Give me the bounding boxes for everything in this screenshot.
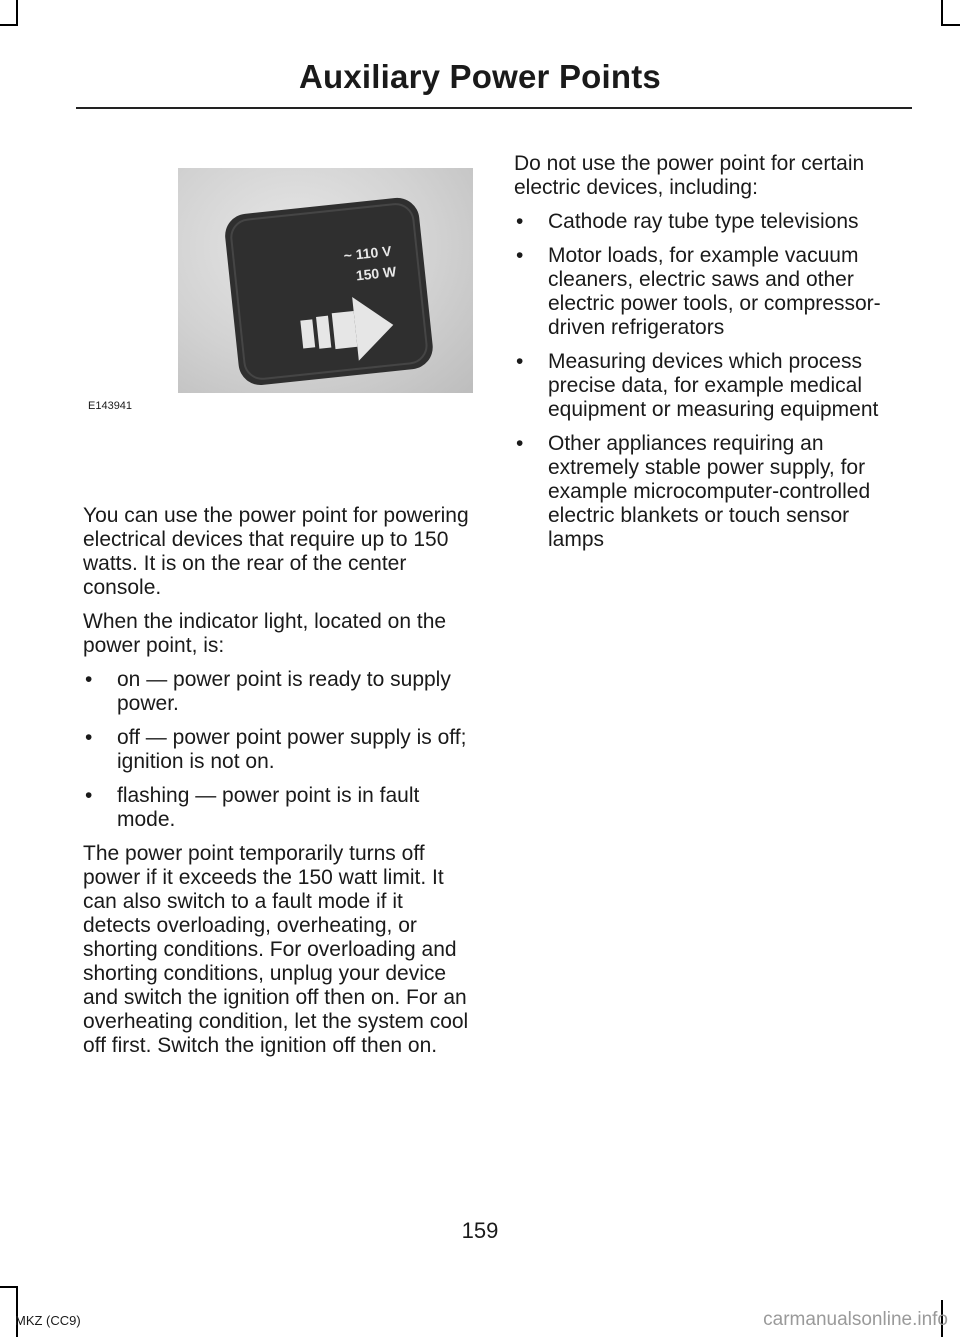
list-item-text: Measuring devices which process precise data, for example medical equipment or measuring equipment bbox=[548, 350, 879, 421]
list-item bbox=[514, 432, 910, 552]
indicator-paragraph: When the indicator light, located on the power point, is: bbox=[83, 610, 447, 657]
footer-model: MKZ (CC9) bbox=[15, 1313, 81, 1328]
power-point-figure bbox=[83, 168, 475, 490]
power-point-illustration bbox=[178, 168, 473, 393]
list-item bbox=[83, 668, 476, 716]
crop-mark-top-right-horizontal bbox=[941, 24, 960, 26]
restrictions-intro: Do not use the power point for certain electric devices, including: bbox=[514, 152, 865, 199]
list-item-text: Cathode ray tube type televisions bbox=[548, 210, 859, 233]
figure-id: E143941 bbox=[88, 400, 133, 412]
intro-paragraph: You can use the power point for powering electrical devices that require up to 150 watts. It is on the rear of the center console. bbox=[83, 504, 469, 599]
panel-wattage-label: 150 W bbox=[355, 263, 398, 284]
list-item-text: Other appliances requiring an extremely stable power supply, for example microcomputer-controlled electric blankets or touch sensor lamps bbox=[548, 432, 871, 551]
bullet-icon: • bbox=[85, 726, 93, 749]
panel-voltage-label: ~ 110 V bbox=[342, 242, 393, 264]
list-item-text: off — power point power supply is off; ignition is not on. bbox=[117, 726, 467, 773]
power-point-photo bbox=[178, 168, 473, 393]
list-item-text: on — power point is ready to supply power. bbox=[117, 668, 451, 715]
list-item bbox=[83, 726, 476, 774]
bullet-icon: • bbox=[516, 350, 524, 373]
list-item bbox=[514, 244, 910, 340]
crop-mark-top-right-vertical bbox=[941, 0, 943, 24]
list-item bbox=[514, 350, 910, 422]
power-outlet-panel bbox=[223, 196, 435, 387]
bullet-icon: • bbox=[85, 784, 93, 807]
list-item-text: Motor loads, for example vacuum cleaners, electric saws and other electric power tools, or compressor-driven refrigerators bbox=[548, 244, 881, 339]
restricted-devices-list bbox=[514, 210, 910, 552]
list-item bbox=[514, 210, 910, 234]
right-column bbox=[514, 152, 910, 562]
page-title: Auxiliary Power Points bbox=[298, 58, 661, 95]
list-item bbox=[83, 784, 476, 832]
crop-mark-top-left-horizontal bbox=[0, 24, 18, 26]
watermark: carmanualsonline.info bbox=[763, 1309, 948, 1330]
list-item-text: flashing — power point is in fault mode. bbox=[117, 784, 420, 831]
left-column bbox=[83, 168, 476, 1068]
bullet-icon: • bbox=[516, 432, 524, 455]
crop-mark-top-left-vertical bbox=[16, 0, 18, 24]
header-rule bbox=[76, 107, 912, 109]
bullet-icon: • bbox=[516, 244, 524, 267]
indicator-states-list bbox=[83, 668, 476, 832]
crop-mark-bottom-left-vertical bbox=[16, 1286, 18, 1337]
bullet-icon: • bbox=[85, 668, 93, 691]
fault-mode-paragraph: The power point temporarily turns off power if it exceeds the 150 watt limit. It can also switch to a fault mode if it detects overloading, overheating, or shorting conditions. For overloading and shorting conditions, unplug your device and switch the ignition off then on. For an overheating condition, let the system cool off first. Switch the ignition off then on. bbox=[83, 842, 469, 1057]
crop-mark-bottom-left-horizontal bbox=[0, 1286, 18, 1288]
page-number: 159 bbox=[461, 1218, 499, 1243]
bullet-icon: • bbox=[516, 210, 524, 233]
